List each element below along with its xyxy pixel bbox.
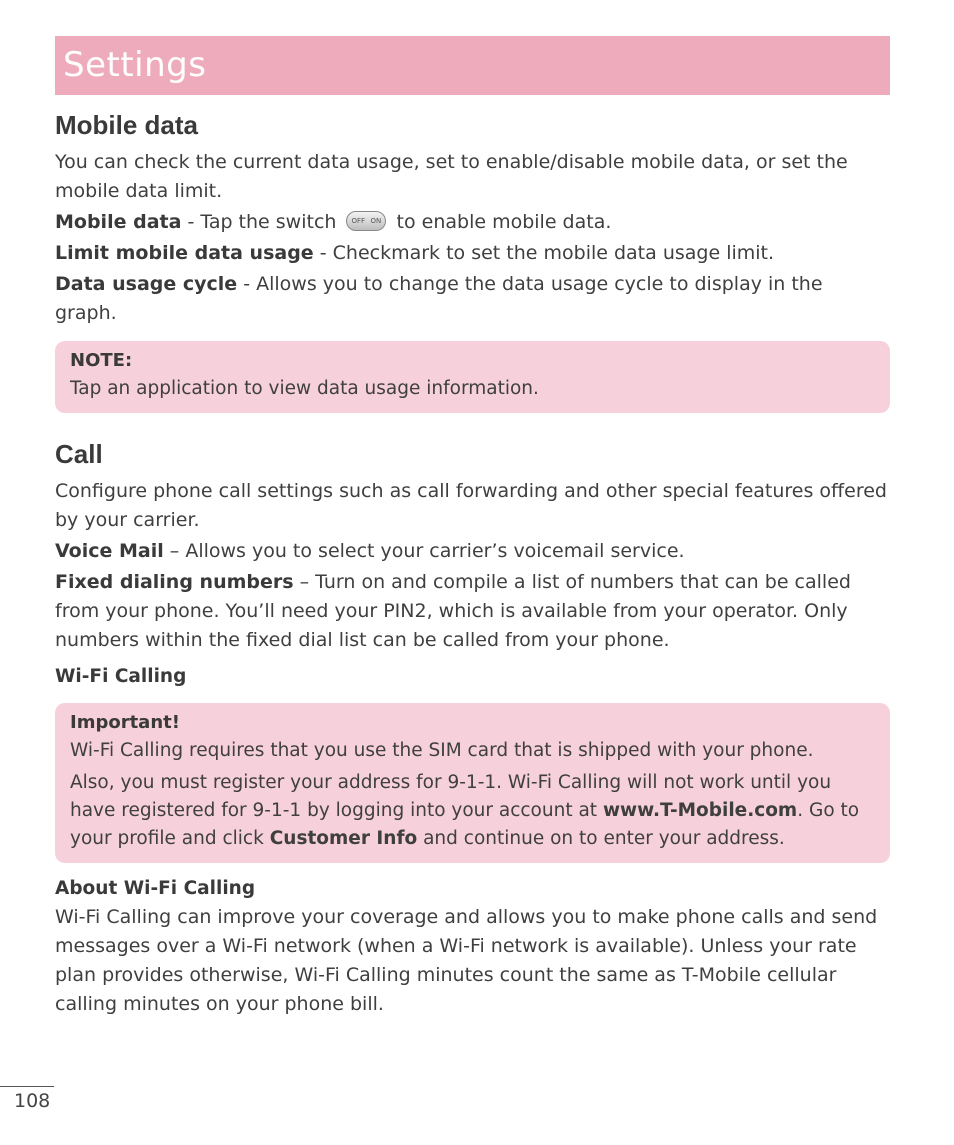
item-desc: - Checkmark to set the mobile data usage limit. <box>313 242 775 264</box>
page-content <box>55 36 890 1019</box>
voice-mail-item <box>55 537 890 566</box>
page-number-rule <box>0 1086 54 1087</box>
mobile-data-intro: You can check the current data usage, set to enable/disable mobile data, or set the mobile data limit. <box>55 151 848 202</box>
item-desc: – Turn on and compile a list of numbers that can be called from your phone. You’ll need your PIN2, which is available from your operator. Only numbers within the fixed dial list can be called from your phone. <box>55 571 851 651</box>
item-desc: to enable mobile data. <box>390 211 612 233</box>
important-line-1: Wi-Fi Calling requires that you use the SIM card that is shipped with your phone. <box>70 740 814 761</box>
call-intro: Configure phone call settings such as call forwarding and other special features offered by your carrier. <box>55 480 887 531</box>
item-term: Voice Mail <box>55 540 164 562</box>
important-box <box>55 703 890 863</box>
wifi-calling-heading: Wi-Fi Calling <box>55 666 187 687</box>
fixed-dialing-item <box>55 568 890 655</box>
important-label: Important! <box>70 712 180 733</box>
note-text: Tap an application to view data usage information. <box>70 378 539 399</box>
customer-info-label: Customer Info <box>269 828 418 849</box>
item-desc: - Allows you to change the data usage cycle to display in the graph. <box>55 273 823 324</box>
item-term: Data usage cycle <box>55 273 238 295</box>
item-term: Fixed dialing numbers <box>55 571 294 593</box>
mobile-data-item <box>55 208 890 237</box>
toggle-switch-icon <box>346 211 386 231</box>
title-bar <box>55 36 890 95</box>
mobile-data-heading: Mobile data <box>55 110 199 140</box>
about-wifi-text: Wi-Fi Calling can improve your coverage and allows you to make phone calls and send messages over a Wi-Fi network (when a Wi-Fi network is available). Unless your rate plan provides otherwise, Wi-Fi Calling minutes count the same as T-Mobile cellular calling minutes on your phone bill. <box>55 906 878 1015</box>
item-desc: – Allows you to select your carrier’s voicemail service. <box>163 540 685 562</box>
about-wifi-heading: About Wi-Fi Calling <box>55 878 256 899</box>
data-cycle-item <box>55 270 890 328</box>
switch-on-label: ON <box>370 216 382 225</box>
note-box <box>55 341 890 413</box>
important-line-2 <box>70 769 875 853</box>
note-label: NOTE: <box>70 350 133 371</box>
important-text: . Go to your profile and click <box>70 800 860 849</box>
tmobile-link: www.T-Mobile.com <box>602 800 798 821</box>
limit-data-item <box>55 239 890 268</box>
page-title: Settings <box>63 45 207 85</box>
item-desc: - Tap the switch <box>181 211 343 233</box>
item-term: Limit mobile data usage <box>55 242 314 264</box>
page-number: 108 <box>14 1090 51 1112</box>
important-text: and continue on to enter your address. <box>417 828 785 849</box>
item-term: Mobile data <box>55 211 182 233</box>
switch-off-label: OFF <box>351 216 366 225</box>
important-text: Also, you must register your address for 9-1-1. Wi-Fi Calling will not work until you have registered for 9-1-1 by logging into your account at <box>70 772 832 821</box>
call-heading: Call <box>55 439 103 469</box>
